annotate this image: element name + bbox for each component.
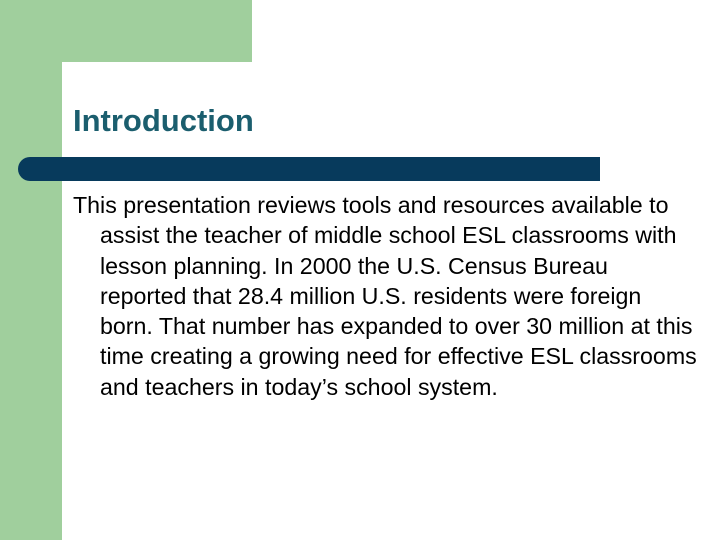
slide-title: Introduction [73, 103, 254, 138]
slide-body-text: This presentation reviews tools and resources available to assist the teacher of middle school ESL classrooms with lesson planning. In 2000 the U.S. Census Bureau reported that 28.4 million U.S. residents were foreign born. That number has expanded to over 30 million at this time creating a growing need for effective ESL classrooms and teachers in today’s school system. [73, 192, 697, 400]
title-underline-bar [18, 157, 600, 181]
green-left-stripe [0, 0, 62, 540]
